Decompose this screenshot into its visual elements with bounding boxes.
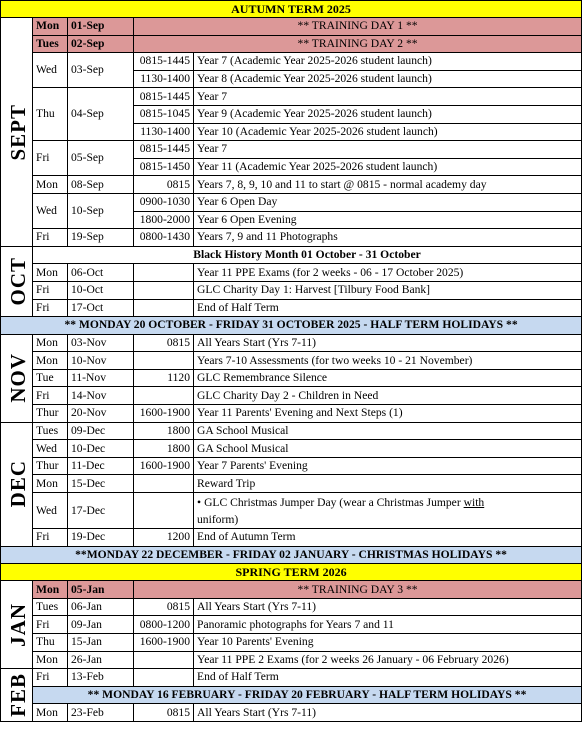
day-cell: Thu bbox=[33, 634, 68, 652]
date-cell: 01-Sep bbox=[68, 18, 134, 36]
month-label-text: DEC bbox=[6, 460, 30, 508]
time-cell: 1130-1400 bbox=[134, 70, 194, 88]
time-cell: 0815-1445 bbox=[134, 88, 194, 106]
date-cell: 11-Dec bbox=[68, 457, 134, 475]
event-cell: All Years Start (Yrs 7-11) bbox=[194, 598, 582, 616]
event-cell: Year 7 Parents' Evening bbox=[194, 457, 582, 475]
time-cell: 0815-1445 bbox=[134, 141, 194, 159]
day-cell: Fri bbox=[33, 281, 68, 299]
day-cell: Fri bbox=[33, 141, 68, 176]
event-cell: Year 11 Parents' Evening and Next Steps (1) bbox=[194, 405, 582, 423]
day-cell: Mon bbox=[33, 475, 68, 493]
event-text: uniform) bbox=[197, 512, 239, 526]
day-cell: Fri bbox=[33, 616, 68, 634]
time-cell bbox=[134, 352, 194, 370]
day-cell: Thu bbox=[33, 88, 68, 141]
date-cell: 20-Nov bbox=[68, 405, 134, 423]
date-cell: 14-Nov bbox=[68, 387, 134, 405]
christmas-holiday-banner: **MONDAY 22 DECEMBER - FRIDAY 02 JANUARY - CHRISTMAS HOLIDAYS ** bbox=[1, 546, 582, 564]
event-cell: GLC Remembrance Silence bbox=[194, 369, 582, 387]
event-cell: Year 6 Open Evening bbox=[194, 211, 582, 229]
date-cell: 09-Dec bbox=[68, 422, 134, 440]
time-cell bbox=[134, 387, 194, 405]
day-cell: Tues bbox=[33, 422, 68, 440]
day-cell: Mon bbox=[33, 704, 68, 722]
date-cell: 10-Dec bbox=[68, 440, 134, 458]
day-cell: Fri bbox=[33, 229, 68, 247]
day-cell: Tues bbox=[33, 598, 68, 616]
event-cell bbox=[194, 493, 582, 529]
day-cell: Wed bbox=[33, 440, 68, 458]
time-cell: 0800-1200 bbox=[134, 616, 194, 634]
event-cell: Year 11 PPE Exams (for 2 weeks - 06 - 17 October 2025) bbox=[194, 264, 582, 282]
month-label-text: SEPT bbox=[6, 103, 30, 161]
date-cell: 17-Oct bbox=[68, 299, 134, 317]
time-cell: 1800-2000 bbox=[134, 211, 194, 229]
date-cell: 03-Nov bbox=[68, 334, 134, 352]
time-cell bbox=[134, 299, 194, 317]
time-cell bbox=[134, 651, 194, 669]
training-day-event: ** TRAINING DAY 1 ** bbox=[134, 18, 582, 36]
training-day-event: ** TRAINING DAY 2 ** bbox=[134, 35, 582, 53]
month-label-jan bbox=[1, 581, 33, 669]
event-cell: Year 6 Open Day bbox=[194, 193, 582, 211]
day-cell: Fri bbox=[33, 387, 68, 405]
event-cell: Year 10 Parents' Evening bbox=[194, 634, 582, 652]
time-cell bbox=[134, 493, 194, 529]
time-cell: 0815-1450 bbox=[134, 158, 194, 176]
event-cell: GLC Charity Day 1: Harvest [Tilbury Food Bank] bbox=[194, 281, 582, 299]
time-cell: 1600-1900 bbox=[134, 457, 194, 475]
event-cell: Years 7, 8, 9, 10 and 11 to start @ 0815 - normal academy day bbox=[194, 176, 582, 194]
date-cell: 10-Oct bbox=[68, 281, 134, 299]
date-cell: 13-Feb bbox=[68, 669, 134, 687]
event-cell: All Years Start (Yrs 7-11) bbox=[194, 704, 582, 722]
time-cell: 0815 bbox=[134, 704, 194, 722]
date-cell: 02-Sep bbox=[68, 35, 134, 53]
event-cell: Year 8 (Academic Year 2025-2026 student launch) bbox=[194, 70, 582, 88]
month-label-oct bbox=[1, 246, 33, 316]
event-cell: End of Half Term bbox=[194, 669, 582, 687]
date-cell: 10-Nov bbox=[68, 352, 134, 370]
day-cell: Mon bbox=[33, 176, 68, 194]
date-cell: 10-Sep bbox=[68, 193, 134, 228]
month-label-text: OCT bbox=[6, 257, 30, 306]
event-cell: All Years Start (Yrs 7-11) bbox=[194, 334, 582, 352]
time-cell: 1130-1400 bbox=[134, 123, 194, 141]
event-cell: Reward Trip bbox=[194, 475, 582, 493]
day-cell: Mon bbox=[33, 651, 68, 669]
date-cell: 15-Jan bbox=[68, 634, 134, 652]
day-cell: Mon bbox=[33, 352, 68, 370]
time-cell: 1200 bbox=[134, 529, 194, 547]
time-cell: 0815 bbox=[134, 598, 194, 616]
event-cell: Year 7 bbox=[194, 141, 582, 159]
day-cell: Thur bbox=[33, 405, 68, 423]
event-cell: Year 9 (Academic Year 2025-2026 student launch) bbox=[194, 105, 582, 123]
event-cell: Year 7 bbox=[194, 88, 582, 106]
time-cell: 0815 bbox=[134, 176, 194, 194]
day-cell: Wed bbox=[33, 193, 68, 228]
date-cell: 26-Jan bbox=[68, 651, 134, 669]
black-history-banner: Black History Month 01 October - 31 October bbox=[33, 246, 582, 264]
day-cell: Mon bbox=[33, 18, 68, 36]
month-label-dec bbox=[1, 422, 33, 546]
month-label-feb bbox=[1, 669, 33, 722]
time-cell: 0800-1430 bbox=[134, 229, 194, 247]
day-cell: Fri bbox=[33, 299, 68, 317]
time-cell bbox=[134, 264, 194, 282]
day-cell: Fri bbox=[33, 669, 68, 687]
day-cell: Wed bbox=[33, 53, 68, 88]
date-cell: 19-Dec bbox=[68, 529, 134, 547]
month-label-text: FEB bbox=[6, 673, 30, 717]
month-label-sept bbox=[1, 18, 33, 247]
event-cell: End of Half Term bbox=[194, 299, 582, 317]
day-cell: Mon bbox=[33, 264, 68, 282]
day-cell: Thur bbox=[33, 457, 68, 475]
bullet-glyph: • bbox=[197, 495, 202, 509]
time-cell: 1600-1900 bbox=[134, 634, 194, 652]
day-cell: Mon bbox=[33, 581, 68, 599]
event-cell: GA School Musical bbox=[194, 422, 582, 440]
event-cell: GA School Musical bbox=[194, 440, 582, 458]
time-cell: 1800 bbox=[134, 422, 194, 440]
event-cell: Panoramic photographs for Years 7 and 11 bbox=[194, 616, 582, 634]
time-cell: 0815 bbox=[134, 334, 194, 352]
time-cell bbox=[134, 669, 194, 687]
spring-term-header: SPRING TERM 2026 bbox=[1, 564, 582, 581]
day-cell: Tue bbox=[33, 369, 68, 387]
date-cell: 06-Oct bbox=[68, 264, 134, 282]
event-emphasis: with bbox=[463, 495, 485, 509]
time-cell: 1120 bbox=[134, 369, 194, 387]
date-cell: 05-Jan bbox=[68, 581, 134, 599]
event-cell: Year 11 PPE 2 Exams (for 2 weeks 26 January - 06 February 2026) bbox=[194, 651, 582, 669]
date-cell: 06-Jan bbox=[68, 598, 134, 616]
time-cell: 1600-1900 bbox=[134, 405, 194, 423]
day-cell: Tues bbox=[33, 35, 68, 53]
month-label-text: NOV bbox=[6, 353, 30, 403]
time-cell bbox=[134, 281, 194, 299]
date-cell: 05-Sep bbox=[68, 141, 134, 176]
time-cell: 1800 bbox=[134, 440, 194, 458]
time-cell: 0900-1030 bbox=[134, 193, 194, 211]
date-cell: 04-Sep bbox=[68, 88, 134, 141]
date-cell: 09-Jan bbox=[68, 616, 134, 634]
time-cell: 0815-1445 bbox=[134, 53, 194, 71]
half-term-banner-feb: ** MONDAY 16 FEBRUARY - FRIDAY 20 FEBRUARY - HALF TERM HOLIDAYS ** bbox=[33, 686, 582, 704]
event-cell: Year 11 (Academic Year 2025-2026 student launch) bbox=[194, 158, 582, 176]
time-cell: 0815-1045 bbox=[134, 105, 194, 123]
event-cell: Year 7 (Academic Year 2025-2026 student launch) bbox=[194, 53, 582, 71]
month-label-text: JAN bbox=[6, 602, 30, 647]
date-cell: 08-Sep bbox=[68, 176, 134, 194]
event-cell: GLC Charity Day 2 - Children in Need bbox=[194, 387, 582, 405]
date-cell: 11-Nov bbox=[68, 369, 134, 387]
event-cell: Years 7, 9 and 11 Photographs bbox=[194, 229, 582, 247]
date-cell: 19-Sep bbox=[68, 229, 134, 247]
day-cell: Wed bbox=[33, 493, 68, 529]
autumn-term-header: AUTUMN TERM 2025 bbox=[1, 1, 582, 18]
date-cell: 03-Sep bbox=[68, 53, 134, 88]
date-cell: 15-Dec bbox=[68, 475, 134, 493]
month-label-nov bbox=[1, 334, 33, 422]
event-cell: End of Autumn Term bbox=[194, 529, 582, 547]
time-cell bbox=[134, 475, 194, 493]
half-term-banner-oct: ** MONDAY 20 OCTOBER - FRIDAY 31 OCTOBER 2025 - HALF TERM HOLIDAYS ** bbox=[1, 317, 582, 335]
event-cell: Years 7-10 Assessments (for two weeks 10 - 21 November) bbox=[194, 352, 582, 370]
date-cell: 17-Dec bbox=[68, 493, 134, 529]
training-day-event: ** TRAINING DAY 3 ** bbox=[134, 581, 582, 599]
event-cell: Year 10 (Academic Year 2025-2026 student launch) bbox=[194, 123, 582, 141]
event-text: GLC Christmas Jumper Day (wear a Christmas Jumper bbox=[204, 495, 464, 509]
day-cell: Fri bbox=[33, 529, 68, 547]
day-cell: Mon bbox=[33, 334, 68, 352]
date-cell: 23-Feb bbox=[68, 704, 134, 722]
